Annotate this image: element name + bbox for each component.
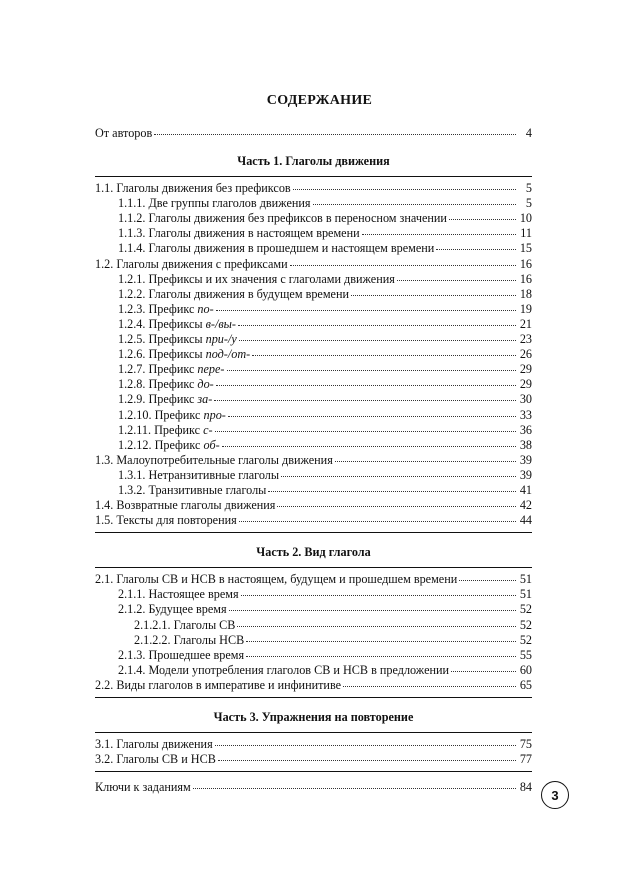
prefix-italic: по- [197, 301, 214, 316]
dot-leader [313, 194, 517, 205]
dot-leader [237, 616, 516, 627]
dot-leader [459, 570, 516, 581]
prefix-italic: за- [197, 392, 213, 407]
toc-entry-page: 77 [519, 752, 532, 767]
dot-leader [215, 421, 516, 432]
toc-entry-label: 1.2.4. Префиксы в-/вы- [118, 316, 236, 331]
dot-leader [241, 585, 516, 596]
dot-leader [216, 375, 516, 386]
toc-entry-page: 42 [519, 498, 532, 513]
toc-entry-label: Ключи к заданиям [95, 780, 191, 795]
toc-entry-page: 51 [519, 587, 532, 602]
part-2-heading: Часть 2. Вид глагола [256, 545, 371, 560]
toc-entry-label: 3.2. Глаголы СВ и НСВ [95, 752, 216, 767]
toc-entry-page: 44 [519, 513, 532, 528]
dot-leader [216, 300, 516, 311]
toc-entry-label: 1.2.6. Префиксы под-/от- [118, 347, 251, 362]
toc-entry-label: 1.2.3. Префикс по- [118, 301, 214, 316]
toc-entry-label: 1.3.1. Нетранзитивные глаголы [118, 467, 280, 482]
dot-leader [290, 255, 516, 266]
prefix-italic: при-/у [205, 332, 237, 347]
toc-entry-label: 1.2.5. Префиксы при-/у [118, 332, 237, 347]
toc-entry-label: 1.2. Глаголы движения с префиксами [95, 256, 288, 271]
dot-leader [351, 285, 516, 296]
toc-entry-label: 2.1.3. Прошедшее время [118, 647, 245, 662]
toc-entry-page: 75 [519, 737, 532, 751]
part-3-list [95, 737, 532, 767]
toc-entry-label: 1.5. Тексты для повторения [95, 513, 237, 528]
toc-entry-label: 1.1.4. Глаголы движения в прошедшем и настоящем времени [118, 241, 435, 256]
toc-entry-page: 52 [519, 617, 532, 632]
toc-entry-label: 1.2.1. Префиксы и их значения с глаголами движения [118, 271, 395, 286]
dot-leader [277, 496, 516, 507]
section-divider [95, 532, 532, 533]
dot-leader [227, 360, 517, 371]
toc-entry-label: 1.1.3. Глаголы движения в настоящем времени [118, 226, 360, 241]
toc-entry-page: 30 [519, 392, 532, 407]
toc-entry-page: 39 [519, 467, 532, 482]
table-of-contents [95, 126, 532, 795]
prefix-italic: в-/вы- [205, 316, 236, 331]
section-divider [95, 697, 532, 698]
dot-leader [436, 239, 516, 250]
toc-entry-label: 1.2.10. Префикс про- [118, 407, 226, 422]
toc-entry[interactable] [95, 678, 532, 693]
page-number-badge: 3 [541, 781, 569, 809]
toc-entry-page: 84 [519, 780, 532, 795]
dot-leader [252, 345, 516, 356]
toc-entry-label: 1.1.2. Глаголы движения без префиксов в переносном значении [118, 211, 447, 226]
toc-entry-label: 1.2.9. Префикс за- [118, 392, 213, 407]
dot-leader [229, 600, 516, 611]
toc-entry-label: 1.2.7. Префикс пере- [118, 362, 225, 377]
toc-entry-label: 2.2. Виды глаголов в императиве и инфинитиве [95, 677, 342, 692]
toc-entry-label: 1.1. Глаголы движения без префиксов [95, 181, 291, 196]
dot-leader [281, 466, 516, 477]
toc-entry-label: 2.1.1. Настоящее время [118, 587, 239, 602]
toc-entry-page: 5 [525, 181, 532, 196]
part-1-heading: Часть 1. Глаголы движения [237, 154, 390, 169]
dot-leader [335, 451, 516, 462]
toc-entry-page: 52 [519, 602, 532, 617]
dot-leader [397, 270, 516, 281]
toc-entry[interactable] [95, 513, 532, 528]
prefix-italic: об- [203, 437, 220, 452]
toc-entry-label: 2.1.2.2. Глаголы НСВ [134, 632, 245, 647]
toc-entry-page: 19 [519, 301, 532, 316]
toc-entry-label: 2.1.4. Модели употребления глаголов СВ и НСВ в предложении [118, 662, 450, 677]
toc-entry-page: 26 [519, 347, 532, 362]
toc-entry-intro[interactable] [95, 126, 532, 141]
toc-entry-page: 36 [519, 422, 532, 437]
dot-leader [193, 778, 516, 789]
section-divider [95, 771, 532, 772]
toc-entry[interactable] [95, 752, 532, 767]
toc-entry-label: 2.1.2.1. Глаголы СВ [134, 617, 236, 632]
toc-entry-page: 29 [519, 362, 532, 377]
dot-leader [451, 661, 516, 672]
dot-leader [239, 330, 516, 341]
toc-entry-page: 38 [519, 437, 532, 452]
dot-leader [246, 646, 516, 657]
toc-entry-label: 1.2.12. Префикс об- [118, 437, 220, 452]
toc-entry-page: 15 [519, 241, 532, 256]
dot-leader [362, 224, 516, 235]
dot-leader [343, 676, 516, 687]
toc-entry-page: 52 [519, 632, 532, 647]
toc-entry-page: 39 [519, 452, 532, 467]
toc-entry-page: 55 [519, 647, 532, 662]
dot-leader [228, 406, 516, 417]
toc-entry-page: 41 [519, 482, 532, 497]
dot-leader [268, 481, 516, 492]
toc-entry-label: 1.2.8. Префикс до- [118, 377, 214, 392]
prefix-italic: про- [203, 407, 226, 422]
dot-leader [214, 390, 516, 401]
dot-leader [222, 436, 516, 447]
toc-entry-label: 1.3.2. Транзитивные глаголы [118, 482, 267, 497]
toc-entry-page: 51 [519, 572, 532, 587]
dot-leader [238, 315, 516, 326]
toc-entry-label: 2.1. Глаголы СВ и НСВ в настоящем, будущем и прошедшем времени [95, 572, 458, 587]
toc-entry-label: 3.1. Глаголы движения [95, 737, 213, 751]
toc-entry-page: 16 [519, 271, 532, 286]
toc-entry-label: 1.4. Возвратные глаголы движения [95, 498, 276, 513]
toc-entry-page: 23 [519, 332, 532, 347]
prefix-italic: с- [203, 422, 213, 437]
toc-entry-label: 1.3. Малоупотребительные глаголы движения [95, 452, 333, 467]
toc-entry-page: 5 [525, 196, 532, 211]
toc-entry-label: 1.2.11. Префикс с- [118, 422, 213, 437]
toc-entry-label: 1.2.2. Глаголы движения в будущем времени [118, 286, 350, 301]
toc-entry-page: 29 [519, 377, 532, 392]
dot-leader [246, 631, 516, 642]
toc-entry-page: 10 [519, 211, 532, 226]
part-2-list [95, 572, 532, 693]
dot-leader [218, 750, 516, 761]
toc-entry-page: 65 [519, 677, 532, 692]
dot-leader [215, 735, 516, 746]
prefix-italic: пере- [197, 362, 225, 377]
toc-entry-page: 16 [519, 256, 532, 271]
prefix-italic: до- [197, 377, 214, 392]
toc-entry-page: 18 [519, 286, 532, 301]
toc-entry-label: От авторов [95, 126, 153, 140]
part-1-list [95, 181, 532, 528]
toc-entry-page: 60 [519, 662, 532, 677]
toc-entry-page: 33 [519, 407, 532, 422]
toc-entry-label: 1.1.1. Две группы глаголов движения [118, 196, 311, 211]
prefix-italic: под-/от- [205, 347, 251, 362]
dot-leader [154, 124, 516, 135]
toc-entry-page: 21 [519, 316, 532, 331]
part-3-heading: Часть 3. Упражнения на повторение [213, 710, 414, 724]
toc-entry-page: 11 [520, 226, 532, 241]
toc-entry-keys[interactable] [95, 780, 532, 795]
toc-entry-label: 2.1.2. Будущее время [118, 602, 227, 617]
page-title: СОДЕРЖАНИЕ [266, 93, 373, 108]
dot-leader [239, 511, 516, 522]
toc-entry-page: 4 [525, 126, 532, 140]
dot-leader [293, 179, 516, 190]
dot-leader [449, 209, 516, 220]
